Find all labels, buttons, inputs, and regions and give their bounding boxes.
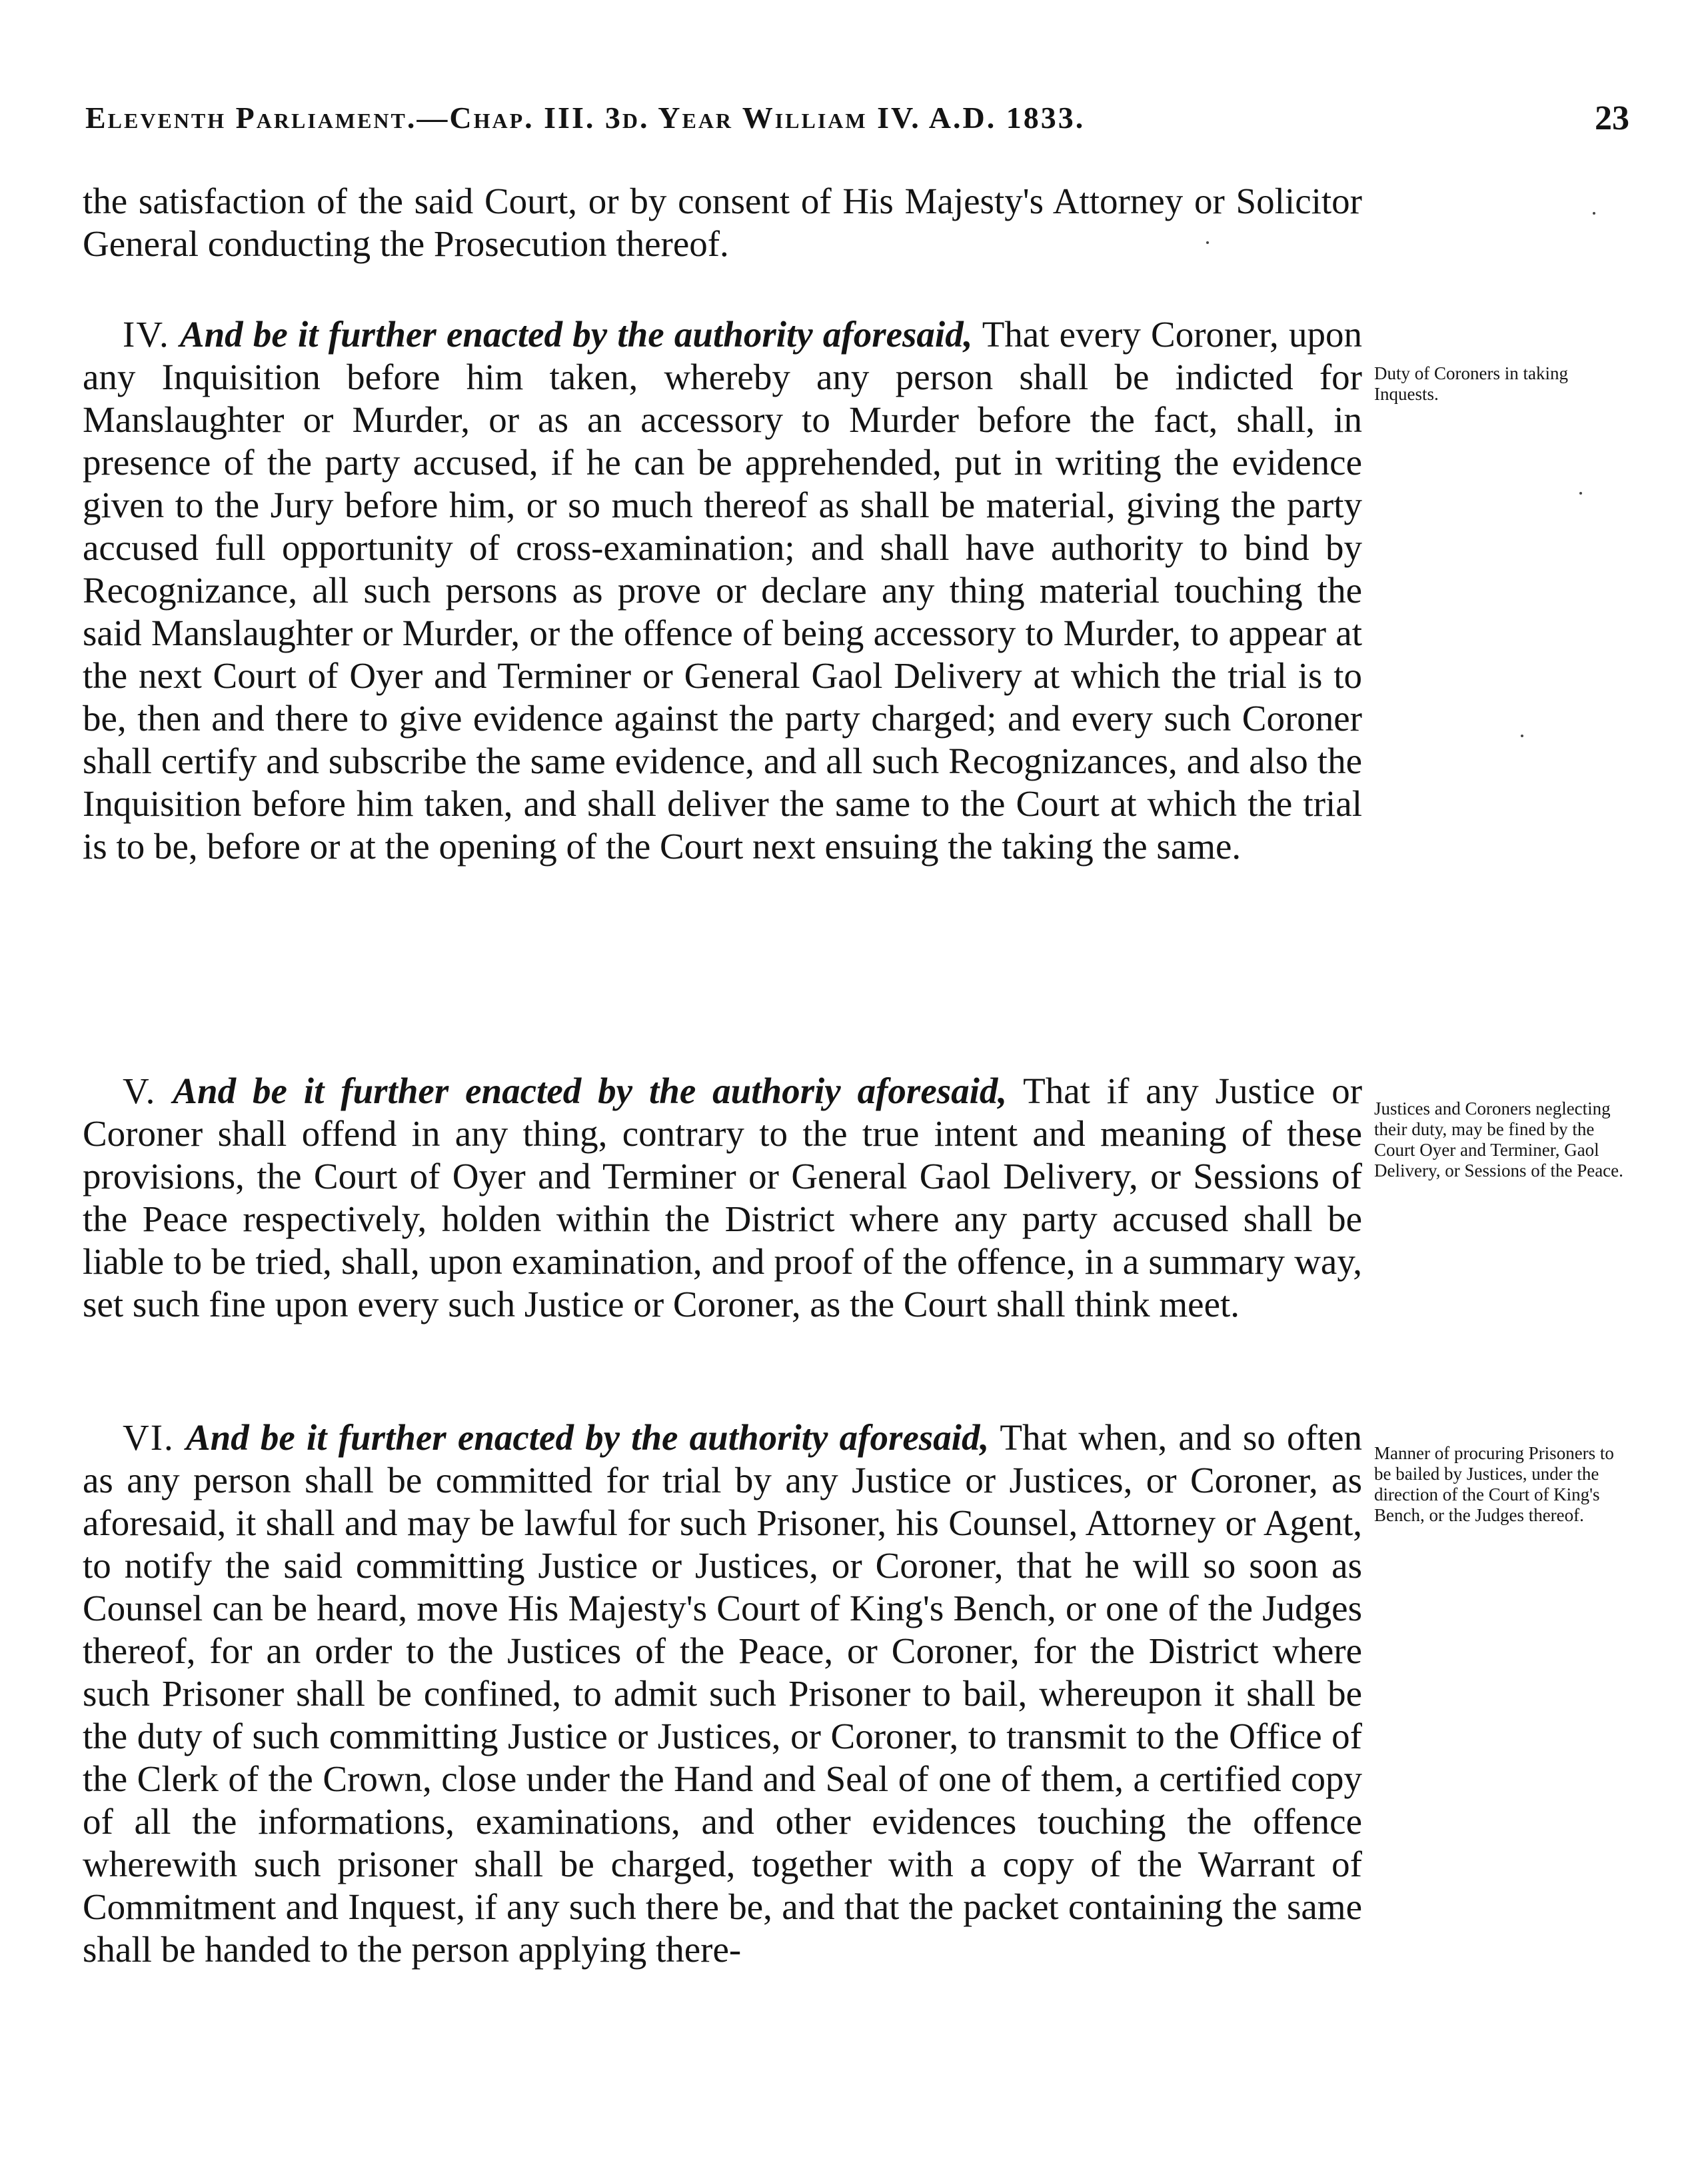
scan-speck bbox=[1521, 735, 1523, 737]
section-number: V. bbox=[123, 1071, 157, 1111]
scan-speck bbox=[1579, 492, 1582, 495]
section-text: That if any Justice or Coroner shall offend in any thing, contrary to the true intent and meaning of these provisions, the Court of Oyer and Terminer or General Gaol Delivery, or Sessions of the Peace respectively, holden within the District where any party accused shall be liable to be tried, shall, upon examination, and proof of the offence, in a summary way, set such fine upon every such Justice or Coroner, as the Court shall think meet. bbox=[83, 1071, 1363, 1324]
section-number: IV. bbox=[123, 314, 170, 355]
section-iv-paragraph bbox=[83, 313, 1362, 868]
enacting-clause: And be it further enacted by the authority aforesaid, bbox=[185, 1417, 990, 1458]
scan-speck bbox=[1593, 212, 1595, 215]
section-number: VI. bbox=[123, 1417, 175, 1458]
running-head: Eleventh Parliament.—Chap. III. 3d. Year William IV. A.D. 1833. bbox=[85, 101, 1086, 135]
section-text: That every Coroner, upon any Inquisition before him taken, whereby any person shall be indicted for Manslaughter or Murder, or as an accessory to Murder before the fact, shall, in presence of the party accused, if he can be apprehended, put in writing the evidence given to the Jury before him, or so much thereof as shall be material, giving the party accused full opportunity of cross-examination; and shall have authority to bind by Recognizance, all such persons as prove or declare any thing material touching the said Manslaughter or Murder, or the offence of being accessory to Murder, to appear at the next Court of Oyer and Terminer or General Gaol Delivery at which the trial is to be, then and there to give evidence against the party charged; and every such Coroner shall certify and subscribe the same evidence, and all such Recognizances, and also the Inquisition before him taken, and shall deliver the same to the Court at which the trial is to be, before or at the opening of the Court next ensuing the taking the same. bbox=[83, 314, 1362, 867]
scan-speck bbox=[1206, 241, 1209, 244]
margin-note-section-vi: Manner of procuring Prisoners to be bailed by Justices, under the direction of the Court of King's Bench, or the Judges thereof. bbox=[1374, 1443, 1614, 1525]
margin-note-section-v: Justices and Coroners neglecting their duty, may be fined by the Court Oyer and Terminer, Gaol Delivery, or Sessions of the Peace. bbox=[1374, 1098, 1623, 1180]
section-v-paragraph bbox=[83, 1070, 1362, 1326]
margin-note-section-iv: Duty of Coroners in taking Inquests. bbox=[1374, 363, 1568, 404]
continuation-paragraph: the satisfaction of the said Court, or by consent of His Majesty's Attorney or Solicitor General conducting the Prosecution thereof. bbox=[83, 181, 1362, 264]
page-number: 23 bbox=[1595, 99, 1629, 137]
section-text: That when, and so often as any person shall be committed for trial by any Justice or Justices, or Coroner, as aforesaid, it shall and may be lawful for such Prisoner, his Counsel, Attorney or Agent, to notify the said committing Justice or Justices, or Coroner, that he will so soon as Counsel can be heard, move His Majesty's Court of King's Bench, or one of the Judges thereof, for an order to the Justices of the Peace, or Coroner, for the District where such Prisoner shall be confined, to admit such Prisoner to bail, whereupon it shall be the duty of such committing Justice or Justices, or Coroner, to transmit to the Office of the Clerk of the Crown, close under the Hand and Seal of one of them, a certified copy of all the informations, examinations, and other evidences touching the offence wherewith such prisoner shall be charged, together with a copy of the Warrant of Commitment and Inquest, if any such there be, and that the packet containing the same shall be handed to the person applying there- bbox=[83, 1417, 1363, 1970]
section-vi-paragraph bbox=[83, 1416, 1362, 1971]
enacting-clause: And be it further enacted by the authoriy aforesaid, bbox=[173, 1071, 1008, 1111]
enacting-clause: And be it further enacted by the authority aforesaid, bbox=[179, 314, 973, 355]
